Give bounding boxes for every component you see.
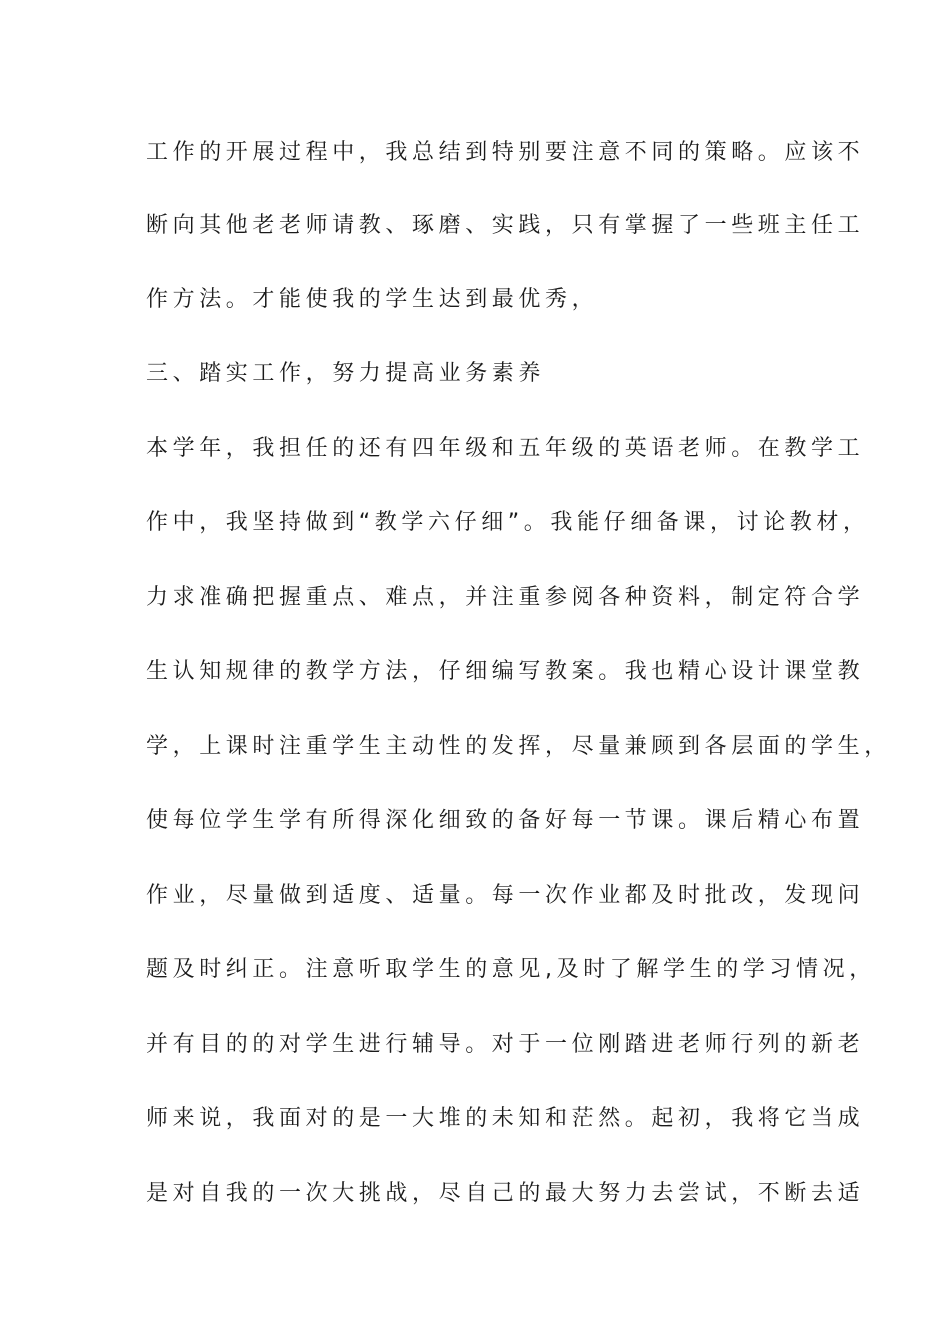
text-line: 并有目的的对学生进行辅导。对于一位刚踏进老师行列的新老 (146, 1032, 865, 1057)
text-line: 生认知规律的教学方法，仔细编写教案。我也精心设计课堂教 (146, 659, 865, 684)
text-line: 使每位学生学有所得深化细致的备好每一节课。课后精心布置 (146, 808, 865, 833)
text-line: 力求准确把握重点、难点，并注重参阅各种资料，制定符合学 (146, 585, 865, 610)
text-line: 工作的开展过程中，我总结到特别要注意不同的策略。应该不 (146, 140, 865, 165)
text-line: 断向其他老老师请教、琢磨、实践，只有掌握了一些班主任工 (146, 213, 865, 238)
section-heading: 三、踏实工作，努力提高业务素养 (146, 361, 546, 386)
text-line: 本学年，我担任的还有四年级和五年级的英语老师。在教学工 (146, 436, 865, 461)
text-line: 是对自我的一次大挑战，尽自己的最大努力去尝试，不断去适 (146, 1181, 865, 1206)
text-line: 题及时纠正。注意听取学生的意见,及时了解学生的学习情况， (146, 957, 876, 982)
text-line: 学，上课时注重学生主动性的发挥，尽量兼顾到各层面的学生， (146, 734, 891, 759)
text-line: 作中，我坚持做到“教学六仔细”。我能仔细备课，讨论教材， (146, 510, 870, 535)
text-line: 作方法。才能使我的学生达到最优秀， (146, 287, 599, 312)
text-line: 师来说，我面对的是一大堆的未知和茫然。起初，我将它当成 (146, 1106, 865, 1131)
text-line: 作业，尽量做到适度、适量。每一次作业都及时批改，发现问 (146, 883, 865, 908)
